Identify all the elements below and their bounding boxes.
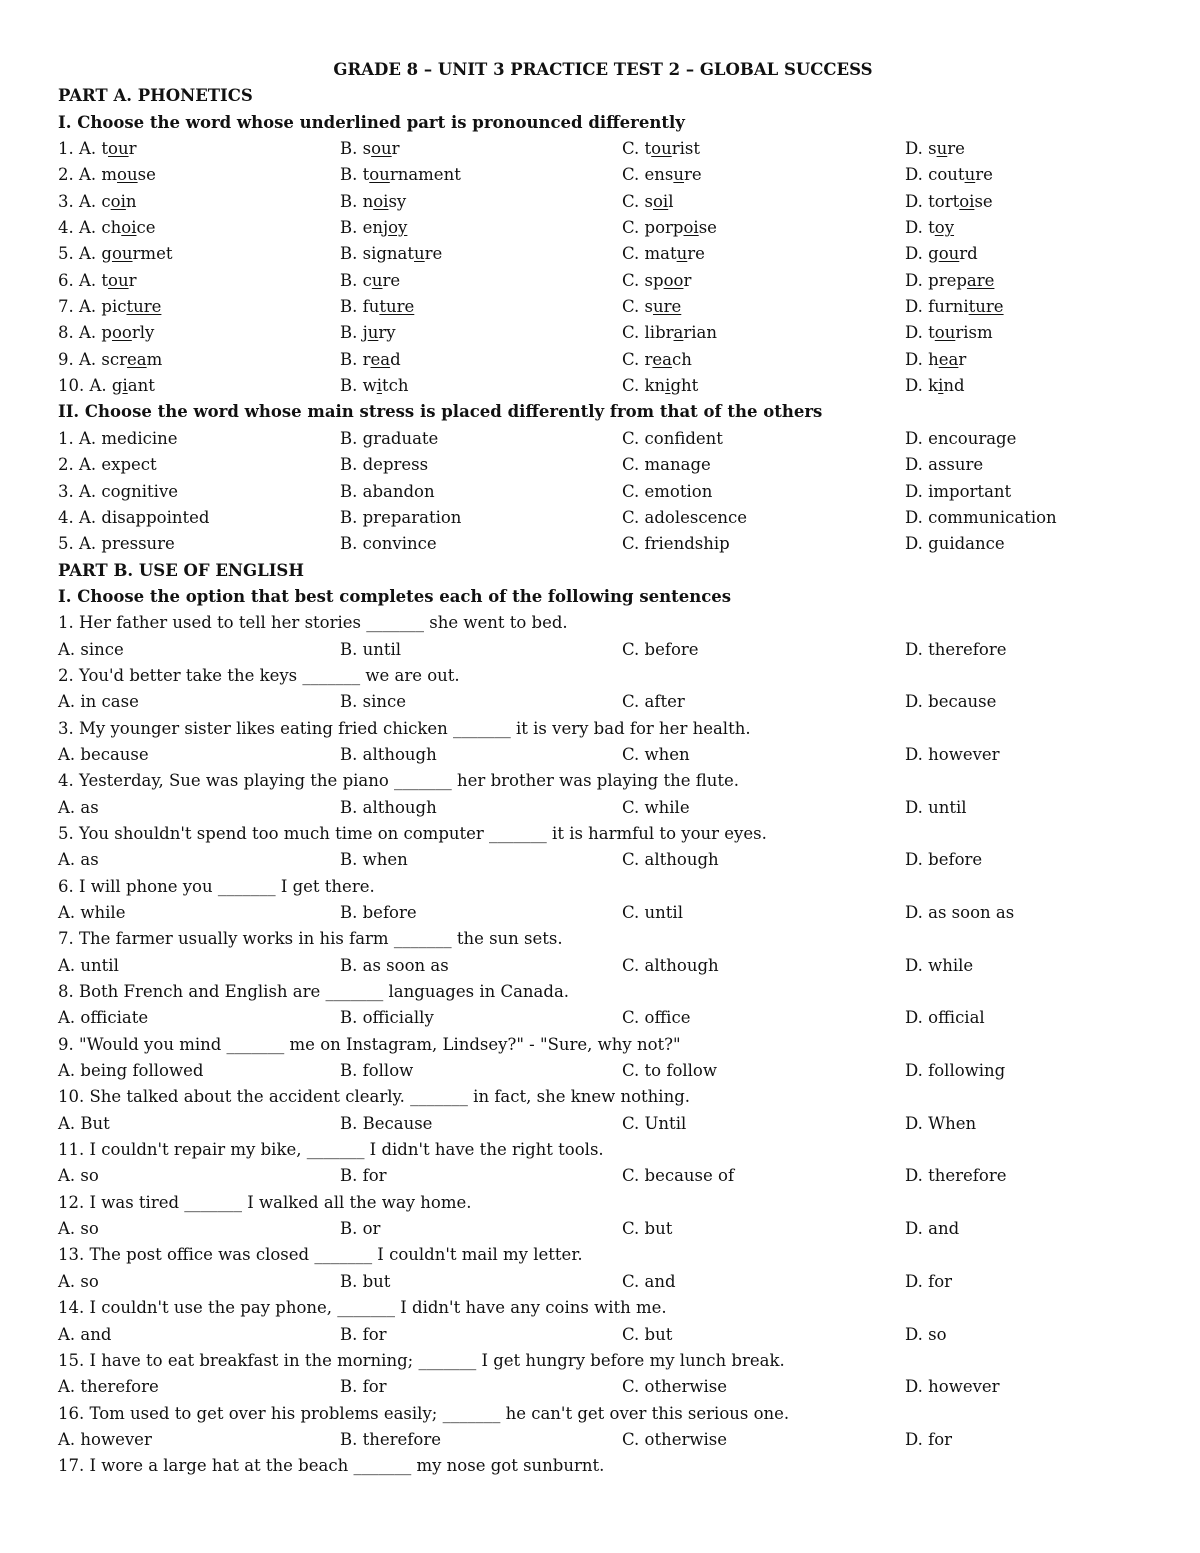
answer-option[interactable]: B. therefore <box>340 1429 441 1449</box>
answer-option[interactable]: C. otherwise <box>622 1429 728 1449</box>
answer-option[interactable]: B. for <box>340 1377 387 1397</box>
underlined-part: ou <box>117 165 138 185</box>
answer-option[interactable] <box>58 268 340 294</box>
answer-option[interactable]: B. but <box>340 1271 391 1291</box>
answer-option[interactable] <box>905 373 1145 399</box>
answer-option[interactable]: B. depress <box>340 455 429 475</box>
underlined-part: oi <box>959 191 975 211</box>
word-part: rism <box>955 323 993 343</box>
underlined-part: u <box>414 244 425 264</box>
word-part: re <box>382 270 401 290</box>
answer-option[interactable]: B. convince <box>340 534 437 554</box>
answer-option[interactable]: B. graduate <box>340 428 439 448</box>
answer-option[interactable] <box>340 215 622 241</box>
word-part: re <box>975 165 993 185</box>
underlined-part: a <box>673 323 684 343</box>
underlined-part: i <box>938 376 944 396</box>
answer-option[interactable]: C. but <box>622 1219 673 1239</box>
underlined-part: ea <box>127 349 147 369</box>
answer-option[interactable] <box>58 189 340 215</box>
word-part: n <box>125 191 137 211</box>
word-part: 4. A. ch <box>58 218 122 238</box>
question-stem: 7. The farmer usually works in his farm _______ the sun sets. <box>58 929 563 949</box>
underlined-part: oo <box>111 323 132 343</box>
underlined-part: oy <box>934 218 955 238</box>
answer-option[interactable]: D. while <box>905 955 974 975</box>
underlined-part: ou <box>371 139 392 159</box>
answer-option[interactable] <box>622 189 905 215</box>
word-part: B. s <box>340 139 372 159</box>
question-options-row <box>58 1111 1148 1137</box>
answer-option[interactable]: D. for <box>905 1271 953 1291</box>
underlined-part: u <box>676 244 688 264</box>
question-stem: 10. She talked about the accident clearly. _______ in fact, she knew nothing. <box>58 1087 691 1107</box>
underlined-part: ea <box>370 349 391 369</box>
answer-option[interactable]: B. follow <box>340 1061 414 1081</box>
word-part: B. j <box>340 323 368 343</box>
answer-option[interactable] <box>622 320 905 346</box>
answer-option[interactable]: B. abandon <box>340 481 435 501</box>
underlined-part: i <box>122 376 128 396</box>
word-part: B. fu <box>340 297 380 317</box>
stress-question-row <box>58 505 1148 531</box>
answer-option[interactable]: 4. A. disappointed <box>58 507 210 527</box>
word-part: r <box>128 270 137 290</box>
pronunciation-question-row <box>58 215 1148 241</box>
answer-option[interactable]: C. after <box>622 692 685 712</box>
word-part: r <box>683 270 692 290</box>
underlined-part: ou <box>369 165 390 185</box>
underlined-part: ture <box>968 297 1004 317</box>
answer-option[interactable]: D. therefore <box>905 639 1007 659</box>
question-options-row <box>58 1269 1148 1295</box>
worksheet-page <box>58 57 1148 1480</box>
word-part: C. mat <box>622 244 677 264</box>
answer-option[interactable] <box>905 268 1145 294</box>
answer-option[interactable]: D. following <box>905 1061 1006 1081</box>
stress-question-row <box>58 531 1148 557</box>
question-stem: 14. I couldn't use the pay phone, _______ I didn't have any coins with me. <box>58 1298 667 1318</box>
answer-option[interactable]: B. before <box>340 903 417 922</box>
word-part: 2. A. m <box>58 165 118 185</box>
answer-option[interactable]: A. But <box>58 1113 110 1133</box>
word-part: D. g <box>905 244 939 264</box>
word-part: l <box>668 191 674 211</box>
word-part: D. prep <box>905 270 967 290</box>
question-stem: 11. I couldn't repair my bike, _______ I didn't have the right tools. <box>58 1140 604 1160</box>
word-part: C. t <box>622 139 652 159</box>
section-grammar-heading: I. Choose the option that best completes each of the following sentences <box>58 586 732 606</box>
answer-option[interactable] <box>340 241 622 267</box>
word-part: B. signat <box>340 244 415 264</box>
question-options-row <box>58 795 1148 821</box>
underlined-part: oi <box>110 191 126 211</box>
answer-option[interactable] <box>622 162 905 188</box>
underlined-part: ou <box>651 139 672 159</box>
part-a-heading: PART A. PHONETICS <box>58 86 253 106</box>
word-part: ch <box>672 349 692 369</box>
answer-option[interactable]: D. however <box>905 1377 1000 1397</box>
word-part: 7. A. pic <box>58 297 127 317</box>
answer-option[interactable]: A. therefore <box>58 1377 159 1397</box>
answer-option[interactable] <box>622 347 905 373</box>
question-stem: 8. Both French and English are _______ languages in Canada. <box>58 982 570 1002</box>
word-part: m <box>146 349 163 369</box>
answer-option[interactable]: A. as <box>58 850 99 870</box>
answer-option[interactable]: C. because of <box>622 1166 735 1186</box>
word-part: rnament <box>389 165 461 185</box>
answer-option[interactable] <box>905 136 1145 162</box>
word-part: r <box>391 139 400 159</box>
answer-option[interactable] <box>340 136 622 162</box>
question-options-row <box>58 1374 1148 1400</box>
answer-option[interactable]: D. for <box>905 1429 953 1449</box>
underlined-part: oi <box>373 191 389 211</box>
answer-option[interactable]: C. when <box>622 744 690 764</box>
answer-option[interactable] <box>58 241 340 267</box>
underlined-part: u <box>367 323 379 343</box>
answer-option[interactable]: A. so <box>58 1219 99 1239</box>
word-part: rd <box>959 244 978 264</box>
answer-option[interactable]: C. but <box>622 1324 673 1344</box>
pronunciation-question-row <box>58 162 1148 188</box>
answer-option[interactable] <box>622 373 905 399</box>
word-part: B. w <box>340 376 377 396</box>
answer-option[interactable]: C. and <box>622 1271 676 1291</box>
answer-option[interactable]: A. and <box>58 1324 112 1344</box>
word-part: rmet <box>132 244 173 264</box>
answer-option[interactable] <box>622 268 905 294</box>
answer-option[interactable]: D. therefore <box>905 1166 1007 1186</box>
answer-option[interactable]: A. because <box>58 744 149 764</box>
question-options-row <box>58 847 1148 873</box>
word-part: ce <box>136 218 156 238</box>
answer-option[interactable]: D. guidance <box>905 534 1005 554</box>
answer-option[interactable]: D. encourage <box>905 428 1017 448</box>
answer-option[interactable]: A. as <box>58 797 99 817</box>
answer-option[interactable]: D. communication <box>905 507 1057 527</box>
underlined-part: ou <box>108 139 129 159</box>
answer-option[interactable]: B. for <box>340 1324 387 1344</box>
answer-option[interactable] <box>905 215 1145 241</box>
answer-option[interactable] <box>622 136 905 162</box>
underlined-part: ou <box>108 270 129 290</box>
underlined-part: ea <box>652 349 673 369</box>
underlined-part: are <box>966 270 995 290</box>
grammar-question-list <box>58 610 1148 1479</box>
answer-option[interactable]: A. since <box>58 639 124 659</box>
answer-option[interactable]: C. before <box>622 639 699 659</box>
word-part: 10. A. g <box>58 376 123 396</box>
answer-option[interactable]: D. so <box>905 1324 947 1344</box>
answer-option[interactable] <box>340 268 622 294</box>
word-part: r <box>958 349 967 369</box>
answer-option[interactable]: C. confident <box>622 428 723 448</box>
answer-option[interactable]: B. since <box>340 692 406 712</box>
answer-option[interactable] <box>58 162 340 188</box>
word-part: r <box>128 139 137 159</box>
answer-option[interactable]: 2. A. expect <box>58 455 157 475</box>
answer-option[interactable]: C. although <box>622 850 719 870</box>
answer-option[interactable]: A. however <box>58 1429 152 1449</box>
word-part: B. t <box>340 165 370 185</box>
answer-option[interactable] <box>340 294 622 320</box>
word-part: B. r <box>340 349 371 369</box>
underlined-part: ea <box>938 349 959 369</box>
word-part: se <box>698 218 717 238</box>
answer-option[interactable]: A. being followed <box>58 1061 204 1081</box>
answer-option[interactable] <box>905 162 1145 188</box>
question-stem: 4. Yesterday, Sue was playing the piano _______ her brother was playing the flute. <box>58 771 740 791</box>
answer-option[interactable] <box>58 373 340 399</box>
answer-option[interactable] <box>622 241 905 267</box>
answer-option[interactable]: D. official <box>905 1008 985 1028</box>
question-stem: 9. "Would you mind _______ me on Instagram, Lindsey?" - "Sure, why not?" <box>58 1034 681 1054</box>
word-part: C. r <box>622 349 653 369</box>
answer-option[interactable]: D. as soon as <box>905 903 1015 922</box>
question-stem: 1. Her father used to tell her stories _______ she went to bed. <box>58 613 568 633</box>
pronunciation-question-row <box>58 294 1148 320</box>
word-part: ght <box>670 376 699 396</box>
word-part: D. h <box>905 349 939 369</box>
word-part: D. furni <box>905 297 969 317</box>
answer-option[interactable]: D. until <box>905 797 967 817</box>
word-part: D. t <box>905 323 935 343</box>
word-part: re <box>947 139 965 159</box>
answer-option[interactable]: B. for <box>340 1166 387 1186</box>
underlined-part: u <box>371 270 383 290</box>
answer-option[interactable]: C. while <box>622 797 690 817</box>
question-options-row <box>58 1216 1148 1242</box>
answer-option[interactable]: A. officiate <box>58 1008 149 1028</box>
answer-option[interactable]: D. because <box>905 692 997 712</box>
answer-option[interactable]: D. before <box>905 850 983 870</box>
answer-option[interactable] <box>340 162 622 188</box>
page-title: GRADE 8 – UNIT 3 PRACTICE TEST 2 – GLOBAL SUCCESS <box>333 60 873 79</box>
question-options-row <box>58 1058 1148 1084</box>
answer-option[interactable]: C. although <box>622 955 719 975</box>
word-part: nd <box>943 376 965 396</box>
underlined-part: u <box>673 165 685 185</box>
answer-option[interactable] <box>340 189 622 215</box>
question-options-row <box>58 1427 1148 1453</box>
underlined-part: ture <box>126 297 162 317</box>
word-part: C. porp <box>622 218 684 238</box>
word-part: ant <box>127 376 155 396</box>
stress-question-list <box>58 426 1148 558</box>
pronunciation-question-row <box>58 241 1148 267</box>
word-part: C. libr <box>622 323 674 343</box>
word-part: B. enj <box>340 218 389 238</box>
question-options-row <box>58 953 1148 979</box>
underlined-part: u <box>936 139 948 159</box>
question-stem: 2. You'd better take the keys _______ we are out. <box>58 665 460 685</box>
word-part: 5. A. g <box>58 244 112 264</box>
answer-option[interactable]: 1. A. medicine <box>58 428 178 448</box>
answer-option[interactable]: D. When <box>905 1113 977 1133</box>
answer-option[interactable]: B. officially <box>340 1008 434 1028</box>
answer-option[interactable] <box>58 320 340 346</box>
section-pronunciation-heading: I. Choose the word whose underlined part is pronounced differently <box>58 112 685 132</box>
underlined-part: ou <box>938 244 960 264</box>
question-options-row <box>58 1322 1148 1348</box>
underlined-part: ture <box>379 297 415 317</box>
word-part: D. tort <box>905 191 960 211</box>
underlined-part: ou <box>111 244 133 264</box>
answer-option[interactable]: A. while <box>58 903 126 922</box>
word-part: 8. A. p <box>58 323 112 343</box>
word-part: re <box>687 244 705 264</box>
underlined-part: i <box>665 376 671 396</box>
answer-option[interactable] <box>58 136 340 162</box>
underlined-part: ure <box>653 297 682 317</box>
word-part: B. n <box>340 191 374 211</box>
answer-option[interactable]: B. Because <box>340 1113 433 1133</box>
answer-option[interactable]: B. as soon as <box>340 955 449 975</box>
answer-option[interactable]: D. however <box>905 744 1000 764</box>
answer-option[interactable]: C. otherwise <box>622 1377 728 1397</box>
answer-option[interactable] <box>340 320 622 346</box>
answer-option[interactable]: C. friendship <box>622 534 730 554</box>
word-part: 3. A. c <box>58 191 111 211</box>
answer-option[interactable]: B. although <box>340 744 437 764</box>
answer-option[interactable] <box>905 294 1145 320</box>
underlined-part: u <box>964 165 976 185</box>
answer-option[interactable]: B. until <box>340 639 402 659</box>
answer-option[interactable]: A. so <box>58 1166 99 1186</box>
answer-option[interactable]: B. when <box>340 850 408 870</box>
pronunciation-question-row <box>58 136 1148 162</box>
answer-option[interactable] <box>58 294 340 320</box>
word-part: rist <box>671 139 700 159</box>
word-part: C. ens <box>622 165 674 185</box>
underlined-part: oi <box>653 191 669 211</box>
word-part: D. t <box>905 218 935 238</box>
answer-option[interactable]: C. manage <box>622 455 711 475</box>
answer-option[interactable] <box>905 241 1145 267</box>
pronunciation-question-row <box>58 268 1148 294</box>
word-part: tch <box>382 376 409 396</box>
word-part: se <box>137 165 156 185</box>
word-part: 1. A. t <box>58 139 109 159</box>
answer-option[interactable]: A. so <box>58 1271 99 1291</box>
answer-option[interactable]: C. emotion <box>622 481 713 501</box>
answer-option[interactable]: B. or <box>340 1219 381 1239</box>
word-part: D. s <box>905 139 937 159</box>
stress-question-row <box>58 452 1148 478</box>
answer-option[interactable] <box>905 347 1145 373</box>
word-part: D. k <box>905 376 939 396</box>
pronunciation-question-row <box>58 189 1148 215</box>
word-part: C. s <box>622 297 653 317</box>
word-part: se <box>974 191 993 211</box>
question-stem: 15. I have to eat breakfast in the morning; _______ I get hungry before my lunch break. <box>58 1350 785 1370</box>
word-part: ry <box>378 323 396 343</box>
word-part: 6. A. t <box>58 270 109 290</box>
word-part: d <box>390 349 401 369</box>
word-part: re <box>424 244 443 264</box>
answer-option[interactable] <box>340 373 622 399</box>
underlined-part: oi <box>121 218 137 238</box>
pronunciation-question-row <box>58 373 1148 399</box>
answer-option[interactable]: A. until <box>58 955 119 975</box>
question-options-row <box>58 1163 1148 1189</box>
word-part: B. c <box>340 270 372 290</box>
pronunciation-question-list <box>58 136 1148 399</box>
answer-option[interactable]: D. important <box>905 481 1012 501</box>
pronunciation-question-row <box>58 320 1148 346</box>
answer-option[interactable]: D. and <box>905 1219 960 1239</box>
question-stem: 16. Tom used to get over his problems easily; _______ he can't get over this serious one. <box>58 1403 790 1423</box>
answer-option[interactable] <box>58 215 340 241</box>
underlined-part: i <box>376 376 383 396</box>
question-stem: 13. The post office was closed _______ I couldn't mail my letter. <box>58 1245 583 1265</box>
answer-option[interactable]: C. adolescence <box>622 507 748 527</box>
question-options-row <box>58 637 1148 663</box>
stress-question-row <box>58 479 1148 505</box>
question-stem: 6. I will phone you _______ I get there. <box>58 876 375 896</box>
answer-option[interactable] <box>905 320 1145 346</box>
answer-option[interactable]: C. until <box>622 903 683 922</box>
question-options-row <box>58 689 1148 715</box>
answer-option[interactable]: C. office <box>622 1008 691 1028</box>
underlined-part: ou <box>934 323 956 343</box>
answer-option[interactable] <box>622 215 905 241</box>
word-part: 9. A. scr <box>58 349 127 369</box>
question-options-row <box>58 1005 1148 1031</box>
question-stem: 12. I was tired _______ I walked all the way home. <box>58 1192 472 1212</box>
answer-option[interactable]: C. to follow <box>622 1061 717 1081</box>
section-stress-heading: II. Choose the word whose main stress is placed differently from that of the others <box>58 402 823 422</box>
answer-option[interactable] <box>622 294 905 320</box>
answer-option[interactable]: 5. A. pressure <box>58 534 175 554</box>
answer-option[interactable] <box>905 189 1145 215</box>
underlined-part: oo <box>663 270 684 290</box>
word-part: C. s <box>622 191 653 211</box>
answer-option[interactable]: B. although <box>340 797 437 817</box>
question-stem: 17. I wore a large hat at the beach _______ my nose got sunburnt. <box>58 1456 605 1476</box>
answer-option[interactable]: D. assure <box>905 455 984 475</box>
pronunciation-question-row <box>58 347 1148 373</box>
answer-option[interactable]: C. Until <box>622 1113 687 1133</box>
answer-option[interactable] <box>58 347 340 373</box>
question-options-row <box>58 742 1148 768</box>
word-part: re <box>684 165 702 185</box>
answer-option[interactable]: 3. A. cognitive <box>58 481 179 501</box>
word-part: C. sp <box>622 270 664 290</box>
answer-option[interactable]: A. in case <box>58 692 139 712</box>
underlined-part: oi <box>683 218 699 238</box>
answer-option[interactable]: B. preparation <box>340 507 462 527</box>
question-stem: 5. You shouldn't spend too much time on computer _______ it is harmful to your eyes. <box>58 823 767 843</box>
word-part: rian <box>683 323 718 343</box>
part-b-heading: PART B. USE OF ENGLISH <box>58 560 304 580</box>
question-options-row <box>58 900 1148 926</box>
stress-question-row <box>58 426 1148 452</box>
question-stem: 3. My younger sister likes eating fried chicken _______ it is very bad for her health. <box>58 718 751 738</box>
word-part: sy <box>388 191 407 211</box>
word-part: D. cout <box>905 165 965 185</box>
answer-option[interactable] <box>340 347 622 373</box>
underlined-part: oy <box>388 218 408 238</box>
word-part: C. kn <box>622 376 666 396</box>
word-part: rly <box>131 323 155 343</box>
